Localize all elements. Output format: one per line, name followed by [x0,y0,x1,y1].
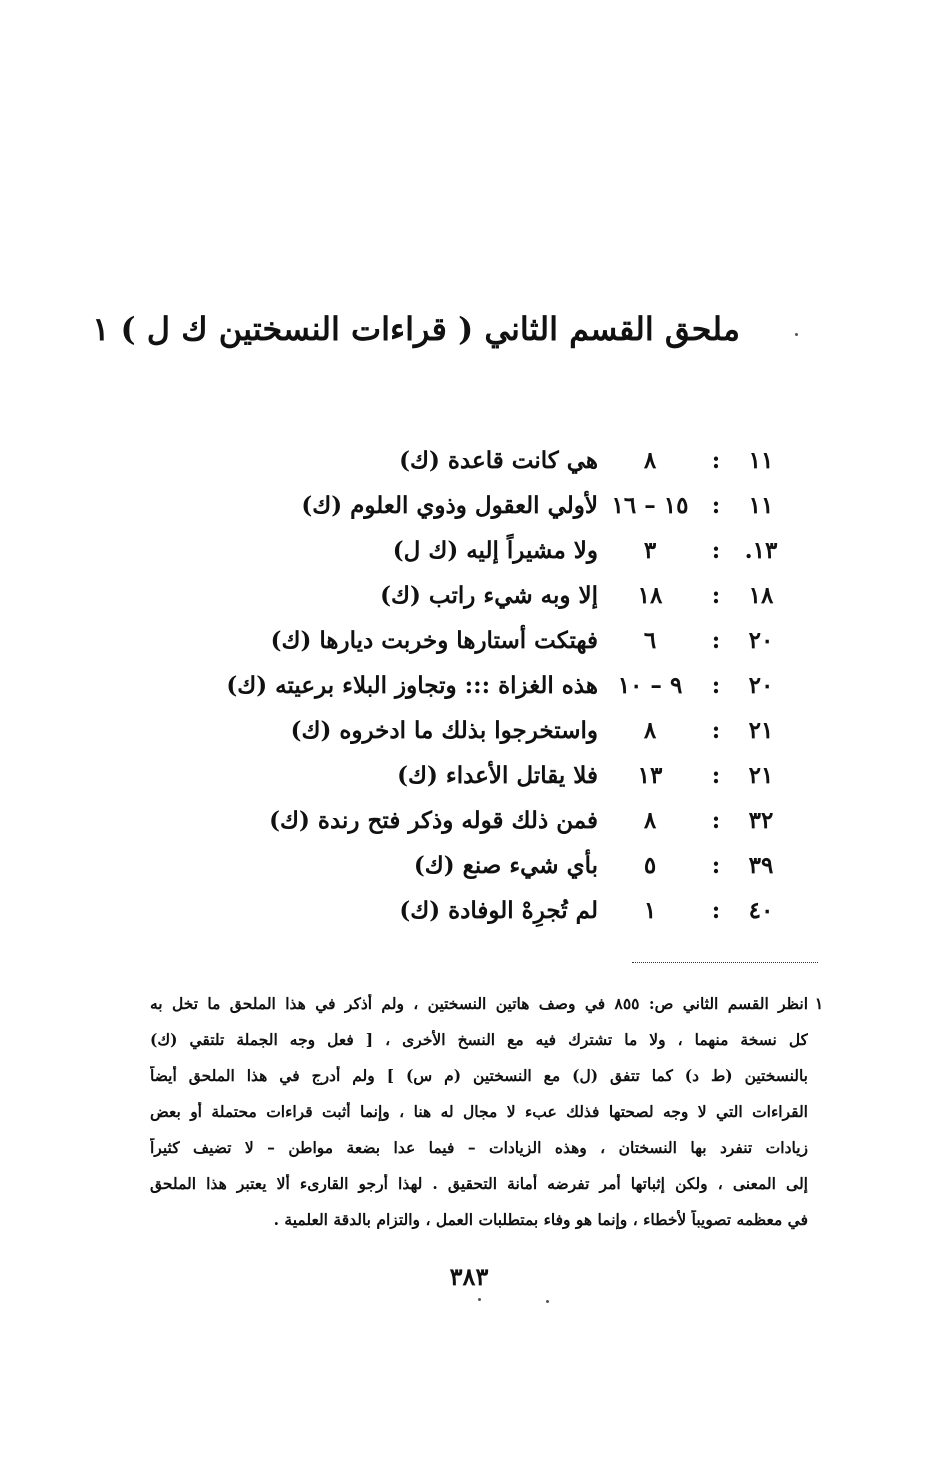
row-page: ١١ [748,492,774,519]
row-page: ٢٠ [748,672,774,699]
reading-row [0,672,938,716]
row-line: ١٨ [637,582,663,609]
row-page: ٣٩ [748,852,774,879]
row-page: ١١ [748,447,774,474]
row-text: ولا مشيراً إليه (ك ل) [392,537,598,564]
row-page: ٢١ [748,762,774,789]
page-number: ٣٨٣ [449,1262,489,1291]
row-line: ٣ [643,537,657,564]
row-colon: : [711,852,721,879]
row-line: ٨ [643,807,657,834]
footnote-line: إلى المعنى ، ولكن إثباتها أمر تفرضه أمانة التحقيق . لهذا أرجو القارىء ألا يعتبر هذا الملحق [150,1174,808,1193]
row-colon: : [711,717,721,744]
row-text: لم تُجرِهْ الوفادة (ك) [399,897,598,924]
row-text: إلا وبه شيء راتب (ك) [380,582,598,609]
reading-row [0,762,938,806]
row-line: ١٥ – ١٦ [611,492,689,519]
appendix-title-text: ملحق القسم الثاني ( قراءات النسختين ك ل ) ١ [92,310,740,348]
row-page: ٤٠ [748,897,774,924]
reading-row [0,717,938,761]
reading-row [0,807,938,851]
footnote-line: بالنسختين (ط د) كما تتفق (ل) مع النسختين (م س) ] ولم أدرج في هذا الملحق أيضاً [150,1066,808,1085]
reading-row [0,582,938,626]
row-line: ١٣ [637,762,663,789]
row-colon: : [711,762,721,789]
scan-speck [546,1300,549,1303]
row-text: فلا يقاتل الأعداء (ك) [397,762,598,789]
row-text: فهتكت أستارها وخربت ديارها (ك) [270,627,598,654]
footnote-line: انظر القسم الثاني ص: ٨٥٥ في وصف هاتين النسختين ، ولم أذكر في هذا الملحق ما تخل به [150,994,808,1013]
row-page: ١٣. [744,537,778,564]
footnote-line: زيادات تنفرد بها النسختان ، وهذه الزيادات – فيما عدا بضعة مواطن – لا تضيف كثيراً [150,1138,808,1157]
footnote-separator [632,962,818,963]
row-line: ٩ – ١٠ [617,672,683,699]
row-line: ٨ [643,717,657,744]
row-page: ١٨ [748,582,774,609]
row-page: ٢٠ [748,627,774,654]
row-colon: : [711,492,721,519]
row-text: بأي شيء صنع (ك) [413,852,598,879]
row-text: هي كانت قاعدة (ك) [399,447,598,474]
footnote-line: كل نسخة منهما ، ولا ما تشترك فيه مع النسخ الأخرى ، [ فعل وجه الجملة تلتقي (ك) [150,1030,808,1049]
row-line: ٦ [643,627,657,654]
row-line: ١ [643,897,657,924]
row-colon: : [711,447,721,474]
row-colon: : [711,807,721,834]
footnote-line: في معظمه تصويباً لأخطاء ، وإنما هو وفاء بمتطلبات العمل ، والتزام بالدقة العلمية . [273,1210,808,1229]
scan-speck [478,1298,481,1301]
footnote-marker: ١ [814,994,824,1013]
reading-row [0,852,938,896]
reading-row [0,897,938,941]
row-page: ٢١ [748,717,774,744]
reading-row [0,492,938,536]
reading-row [0,447,938,491]
row-colon: : [711,672,721,699]
row-colon: : [711,627,721,654]
row-line: ٥ [643,852,657,879]
row-colon: : [711,537,721,564]
scan-speck [795,333,798,336]
row-text: هذه الغزاة ::: وتجاوز البلاء برعيته (ك) [226,672,598,699]
row-text: لأولي العقول وذوي العلوم (ك) [301,492,598,519]
footnote-line: القراءات التي لا وجه لصحتها فذلك عبء لا مجال له هنا ، وإنما أثبت قراءات محتملة أو بعض [150,1102,808,1121]
reading-row [0,627,938,671]
row-colon: : [711,897,721,924]
row-text: واستخرجوا بذلك ما ادخروه (ك) [290,717,598,744]
reading-row [0,537,938,581]
row-line: ٨ [643,447,657,474]
row-colon: : [711,582,721,609]
row-page: ٣٢ [748,807,774,834]
row-text: فمن ذلك قوله وذكر فتح رندة (ك) [269,807,598,834]
